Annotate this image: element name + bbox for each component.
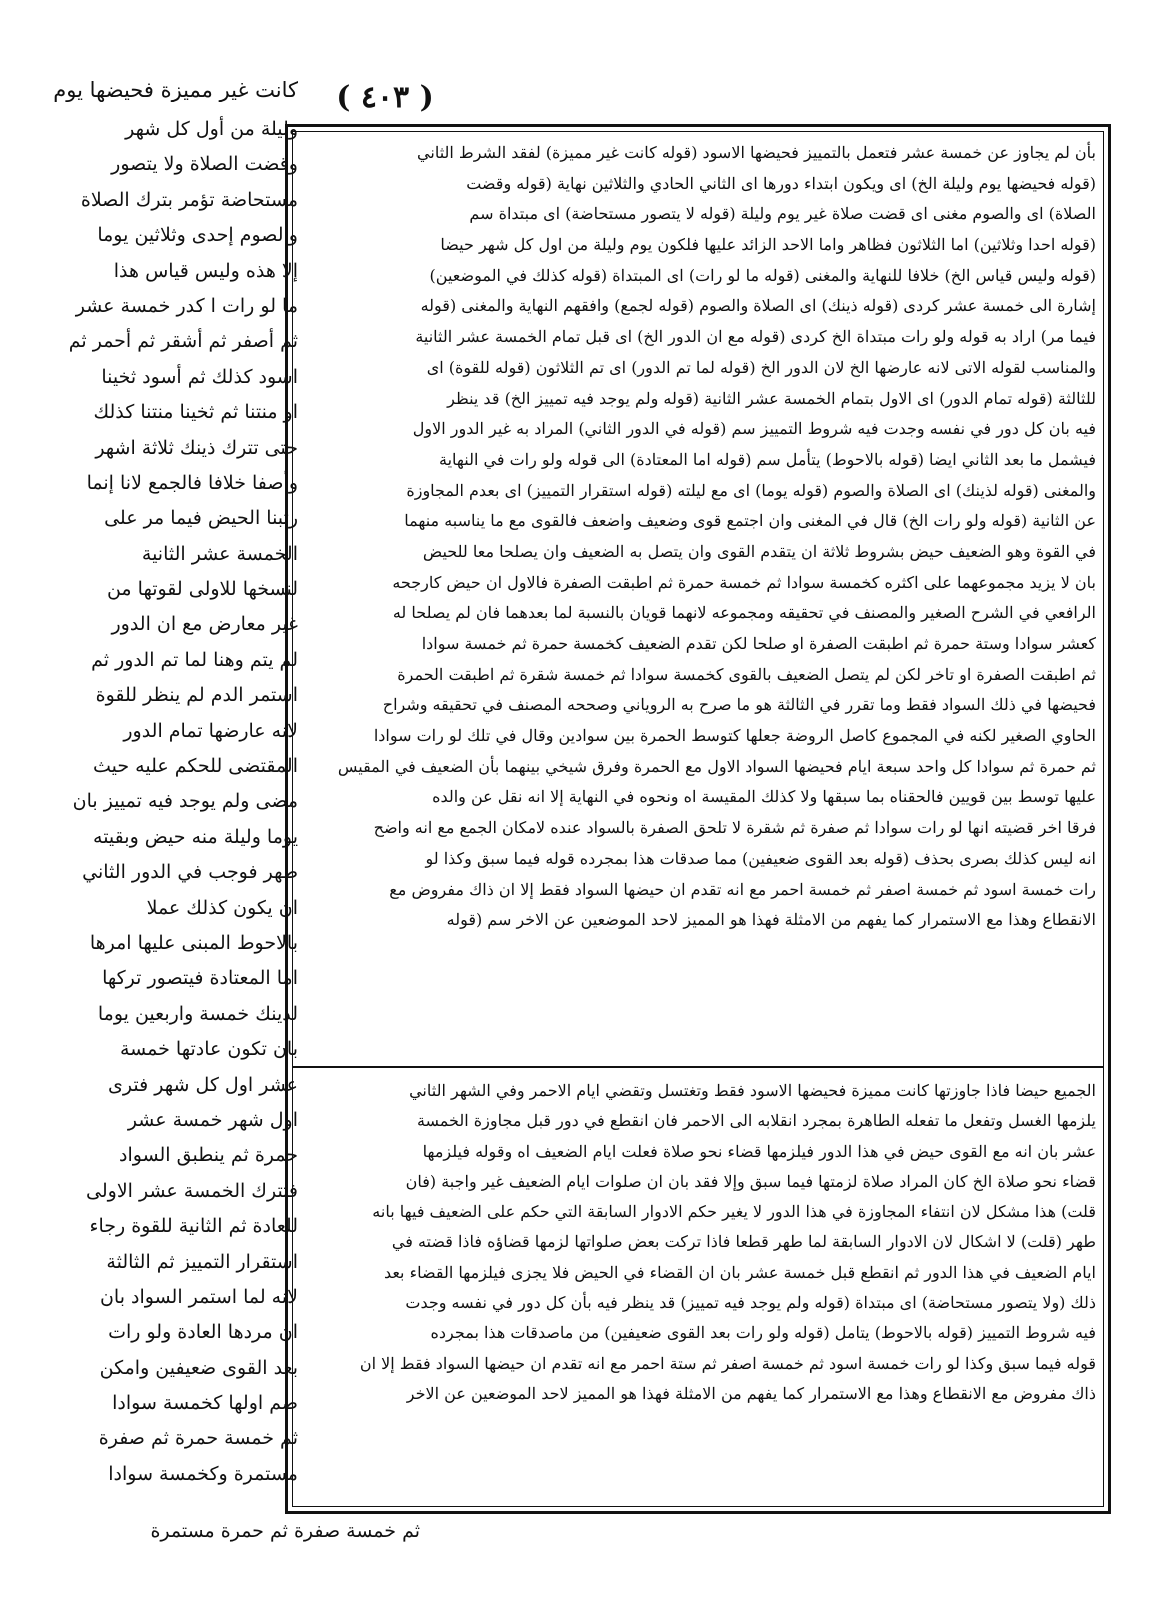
commentary-line: عن الثانية (قوله ولو رات الخ) قال في المغنى وان اجتمع قوى وضعيف واضعف فالقوى مع ما يناسبه منهما: [404, 511, 1096, 531]
note-line: [300, 1409, 1096, 1439]
commentary-line: ثم اطبقت الصفرة او تاخر لكن لم يتصل الضعيف بالقوى كخمسة سوادا ثم خمسة شقرة ثم اطبقت الحمرة: [397, 664, 1096, 684]
margin-gloss-column: [48, 112, 298, 1522]
commentary-line: انه ليس كذلك بصرى بحذف (قوله بعد القوى ضعيفين) مما صدقات هذا بمجرده قوله فيما سبق وكذا لو: [425, 848, 1096, 868]
commentary-line: الصلاة) اى والصوم مغنى اى قضت صلاة غير يوم وليلة (قوله لا يتصور مستحاضة) اى مبتداة سم: [469, 204, 1096, 224]
note-line: قوله فيما سبق وكذا لو رات خمسة اسود ثم خمسة اصفر ثم ستة احمر مع انه تقدم ان حيضها السواد فقط إلا ان: [359, 1353, 1096, 1373]
commentary-line: (قوله فحيضها يوم وليلة الخ) اى ويكون ابتداء دورها اى الثاني الحادي والثلاثين نهاية (قوله وقضت: [466, 173, 1096, 193]
margin-gloss-line: وقضت الصلاة ولا يتصور: [111, 153, 298, 176]
margin-gloss-line: لنسخها للاولى لقوتها من: [106, 578, 298, 601]
note-line: عشر بان انه مع القوى حيض في هذا الدور فيلزمها قضاء نحو صلاة فعلت ايام الضعيف اه وقوله فيلزمها: [422, 1141, 1096, 1161]
margin-gloss-line: بالاحوط المبنى عليها امرها: [89, 931, 298, 954]
note-line: يلزمها الغسل وتفعل ما تفعله الطاهرة بمجرد انقلابه الى الاحمر فان انقطع في دور قبل مجاوزة الخمسة: [416, 1111, 1096, 1131]
margin-gloss-line: اول شهر خمسة عشر: [127, 1108, 298, 1131]
note-line: ذلك (ولا يتصور مستحاضة) اى مبتداة (قوله ولم يوجد فيه تمييز) قد ينظر فيه بأن كل دور في نفسه وجدت: [405, 1293, 1096, 1313]
margin-gloss-line: وليلة من أول كل شهر: [125, 118, 298, 140]
margin-gloss-line: ما لو رات ا كدر خمسة عشر: [75, 294, 298, 317]
note-line: ذاك مفروض مع الانقطاع وهذا مع الاستمرار كما يفهم من الامثلة فهذا هو المميز لاحد الموضعين عن الاخر: [406, 1383, 1096, 1403]
commentary-line: (قوله وليس قياس الخ) خلافا للنهاية والمغنى (قوله ما لو رات) اى المبتداة (قوله كذلك في الموضعين): [429, 265, 1096, 285]
margin-gloss-line: إلا هذه وليس قياس هذا: [113, 259, 298, 282]
commentary-line: الرافعي في الشرح الصغير والمصنف في تحقيقه ومجموعه لانهما قويان بالنسبة لما بعدهما فان لم يصلحا له: [392, 603, 1096, 623]
margin-gloss-line: وأصفا خلافا فالجمع لانا إنما: [86, 471, 298, 494]
note-line: [300, 1470, 1096, 1500]
margin-gloss-line: الخمسة عشر الثانية: [141, 542, 298, 565]
note-line: الجميع حيضا فاذا جاوزتها كانت مميزة فحيضها الاسود فقط وتغتسل وتقضي ايام الاحمر وفي الشهر الثاني: [409, 1081, 1096, 1100]
commentary-line: فرقا اخر قضيته انها لو رات سوادا ثم صفرة ثم شقرة لا تلحق الصفرة بالسواد عنده لامكان الجمع مع انه واضح: [373, 818, 1096, 838]
commentary-line: فحيضها في ذلك السواد فقط وما تقرر في الثالثة هو ما صرح به الروياني وصححه المصنف في تحقيقه وشراح: [382, 695, 1096, 715]
margin-gloss-line: مستحاضة تؤمر بترك الصلاة: [80, 188, 298, 211]
margin-gloss-line: استقرار التمييز ثم الثالثة: [106, 1250, 298, 1273]
commentary-line: بان لا يزيد مجموعهما على اكثره كخمسة سوادا ثم خمسة حمرة ثم اطبقت الصفرة فالاول ان حيض كارجحه: [392, 572, 1096, 592]
commentary-block: [300, 138, 1096, 1060]
margin-gloss-line: فتترك الخمسة عشر الاولى: [86, 1179, 298, 1202]
commentary-line: في القوة وهو الضعيف حيض بشروط ثلاثة ان يتقدم القوى وان يتصل به الضعيف وان يصلحا معا للحيض: [422, 541, 1096, 561]
margin-gloss-line: ضم اولها كخمسة سوادا: [112, 1392, 298, 1415]
notes-block: [300, 1076, 1096, 1500]
commentary-line: بأن لم يجاوز عن خمسة عشر فتعمل بالتمييز فحيضها الاسود (قوله كانت غير مميزة) لفقد الشرط الثاني: [417, 143, 1096, 162]
margin-gloss-line: او منتنا ثم ثخينا منتنا كذلك: [93, 401, 298, 424]
note-line: فيه شروط التمييز (قوله بالاحوط) يتامل (قوله ولو رات بعد القوى ضعيفين) من ماصدقات هذا بمجرده: [430, 1323, 1096, 1343]
margin-gloss-line: ثم خمسة حمرة ثم صفرة: [98, 1427, 298, 1450]
commentary-line: للثالثة (قوله تمام الدور) اى الاول بتمام الخمسة عشر الثانية (قوله ولم يوجد فيه تمييز الخ) قد ينظر: [447, 388, 1096, 408]
page-number: ( ٤٠٣ ): [336, 80, 434, 115]
margin-gloss-line: طهر فوجب في الدور الثاني: [82, 861, 298, 884]
commentary-line: عليها توسط بين قويين فالحقناه بما سبقها ولا كذلك المقيسة اه ونحوه في النهاية إلا انه نقل عن والده: [432, 787, 1096, 807]
margin-gloss-line: لم يتم وهنا لما تم الدور ثم: [91, 648, 298, 671]
commentary-line: والمغنى (قوله لذينك) اى الصلاة والصوم (قوله يوما) اى مع ليلته (قوله استقرار التمييز) اى بعدم المجاوزة: [406, 480, 1096, 500]
margin-gloss-line: حمرة ثم ينطبق السواد: [119, 1144, 298, 1167]
margin-gloss-line: بان تكون عادتها خمسة: [120, 1038, 298, 1061]
section-divider: [292, 1066, 1104, 1068]
commentary-line: فيه بان كل دور في نفسه وجدت فيه شروط التمييز سم (قوله في الدور الثاني) المراد به غير الدور الاول: [412, 419, 1096, 439]
margin-gloss-line: المقتضى للحكم عليه حيث: [93, 755, 298, 778]
commentary-line: الحاوي الصغير لكنه في المجموع كاصل الروضة جعلها كتوسط الحمرة بين سوادين وقال في تلك لو رات سوادا: [373, 726, 1096, 746]
commentary-line: [300, 936, 1096, 967]
page-catchword: ثم خمسة صفرة ثم حمرة مستمرة: [150, 1520, 420, 1542]
margin-gloss-line: ثم أصفر ثم أشقر ثم أحمر ثم: [68, 330, 298, 353]
margin-gloss-line: والصوم إحدى وثلاثين يوما: [97, 224, 298, 247]
commentary-line: فيما مر) اراد به قوله ولو رات مبتداة الخ كردى (قوله مع ان الدور الخ) اى قبل تمام الخمسة عشر الثانية: [415, 327, 1096, 347]
note-line: طهر (قلت) لا اشكال لان الادوار السابقة لما طهر قطعا فاذا تركت بعض صلواتها لزمها قضاؤه فاذا قضته في: [391, 1232, 1096, 1252]
margin-catchword: كانت غير مميزة فحيضها يوم: [53, 78, 298, 102]
margin-gloss-line: للعادة ثم الثانية للقوة رجاء: [89, 1215, 298, 1238]
margin-gloss-line: استمر الدم لم ينظر للقوة: [95, 684, 298, 707]
margin-gloss-line: ان يكون كذلك عملا: [146, 896, 298, 919]
margin-gloss-line: مستمرة وكخمسة سوادا: [108, 1462, 298, 1485]
commentary-line: كعشر سوادا وستة حمرة ثم اطبقت الصفرة او صلحا لكن تقدم الضعيف كخمسة حمرة ثم خمسة سوادا: [421, 634, 1096, 653]
commentary-line: والمناسب لقوله الاتى لانه عارضها الخ لان الدور الخ (قوله لما تم الدور) اى تم الثلاثون (قوله للقوة) اى: [426, 357, 1096, 377]
margin-gloss-line: حتى تترك ذينك ثلاثة اشهر: [95, 436, 298, 459]
margin-gloss-line: اسود كذلك ثم أسود ثخينا: [101, 365, 298, 388]
margin-gloss-line: يوما وليلة منه حيض وبقيته: [93, 825, 298, 848]
margin-gloss-line: لانه لما استمر السواد بان: [99, 1285, 298, 1308]
margin-gloss-line: لانه عارضها تمام الدور: [123, 719, 298, 742]
note-line: ايام الضعيف في هذا الدور ثم انقطع قبل خمسة عشر بان ان القضاء في الحيض فلا يجزى فيلزمها القضاء بعد: [383, 1262, 1096, 1282]
margin-gloss-line: بعد القوى ضعيفين وامكن: [99, 1356, 298, 1379]
margin-gloss-line: ان مردها العادة ولو رات: [108, 1321, 298, 1344]
commentary-line: ثم حمرة ثم سوادا كل واحد سبعة ايام فحيضها السواد الاول مع الحمرة وفرق شيخي بينهما بأن الضعيف في المقيس: [337, 756, 1096, 776]
commentary-line: إشارة الى خمسة عشر كردى (قوله ذينك) اى الصلاة والصوم (قوله لجمع) وافقهم النهاية والمغنى (قوله: [420, 296, 1096, 316]
commentary-line: فيشمل ما بعد الثاني ايضا (قوله بالاحوط) يتأمل سم (قوله اما المعتادة) الى قوله ولو رات في النهاية: [439, 449, 1096, 469]
margin-gloss-line: اما المعتادة فيتصور تركها: [102, 967, 298, 990]
margin-gloss-line: لذينك خمسة واربعين يوما: [97, 1002, 298, 1025]
commentary-line: رات خمسة اسود ثم خمسة اصفر ثم خمسة احمر مع انه تقدم ان حيضها السواد فقط إلا ان ذاك مفروض مع: [389, 879, 1096, 899]
commentary-line: الانقطاع وهذا مع الاستمرار كما يفهم من الامثلة فهذا هو المميز لاحد الموضعين عن الاخر سم (قوله: [446, 910, 1096, 930]
margin-gloss-line: مضى ولم يوجد فيه تمييز بان: [72, 790, 298, 813]
margin-gloss-line: غير معارض مع ان الدور: [111, 613, 298, 636]
margin-gloss-line: عشر اول كل شهر فترى: [108, 1073, 298, 1096]
margin-gloss-line: رتبنا الحيض فيما مر على: [104, 507, 298, 530]
note-line: [300, 1440, 1096, 1470]
commentary-line: (قوله احدا وثلاثين) اما الثلاثون فظاهر واما الاحد الزائد عليها فلكون يوم وليلة من اول كل شهر حيضا: [440, 235, 1096, 255]
note-line: قلت) هذا مشكل لان انتفاء المجاوزة في هذا الدور لا يغير حكم الادوار السابقة التي حكم على الضعيف فيها بانه: [372, 1202, 1096, 1222]
note-line: قضاء نحو صلاة الخ كان المراد صلاة لزمتها فيما سبق وإلا فقد بان ان صلوات ايام الضعيف غير واجبة (فان: [405, 1171, 1096, 1191]
